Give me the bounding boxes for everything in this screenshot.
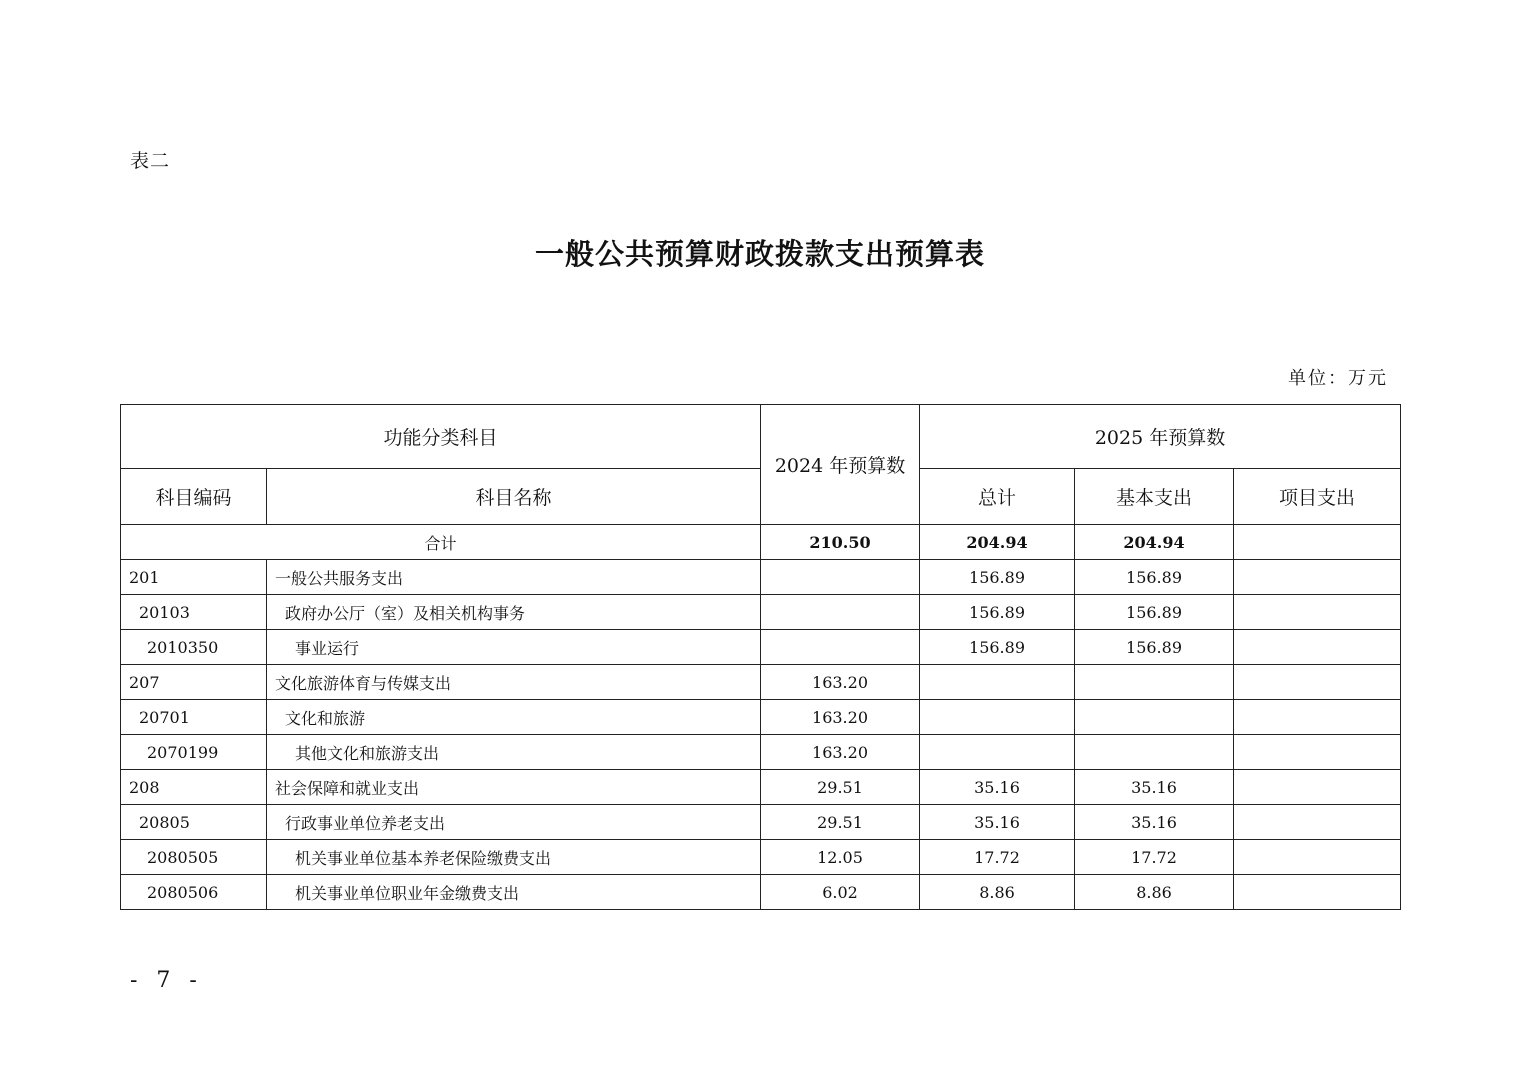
table-label: 表二 (130, 150, 171, 172)
row-code: 207 (121, 665, 267, 700)
row-b2024 (761, 595, 920, 630)
row-basic: 156.89 (1075, 595, 1234, 630)
header-basic: 基本支出 (1075, 469, 1234, 525)
row-basic: 8.86 (1075, 875, 1234, 910)
row-code: 20701 (121, 700, 267, 735)
row-total: 35.16 (920, 805, 1075, 840)
row-b2024 (761, 560, 920, 595)
row-total: 35.16 (920, 770, 1075, 805)
row-total (920, 665, 1075, 700)
budget-table (120, 404, 1401, 910)
row-b2024: 12.05 (761, 840, 920, 875)
row-project (1234, 560, 1401, 595)
header-name: 科目名称 (267, 469, 761, 525)
table-row (121, 630, 1401, 665)
row-project (1234, 595, 1401, 630)
row-b2024: 163.20 (761, 735, 920, 770)
header-budget-2025: 2025 年预算数 (920, 405, 1401, 469)
row-project (1234, 875, 1401, 910)
row-code: 20103 (121, 595, 267, 630)
row-name: 一般公共服务支出 (267, 560, 761, 595)
row-name: 机关事业单位职业年金缴费支出 (267, 875, 761, 910)
row-name: 政府办公厅（室）及相关机构事务 (267, 595, 761, 630)
table-row (121, 665, 1401, 700)
header-total: 总计 (920, 469, 1075, 525)
row-name: 事业运行 (267, 630, 761, 665)
row-b2024: 6.02 (761, 875, 920, 910)
unit-label: 单位：万元 (1288, 368, 1388, 389)
row-name: 社会保障和就业支出 (267, 770, 761, 805)
row-total: 17.72 (920, 840, 1075, 875)
row-name: 其他文化和旅游支出 (267, 735, 761, 770)
row-project (1234, 700, 1401, 735)
row-code: 2080506 (121, 875, 267, 910)
row-project (1234, 770, 1401, 805)
header-budget-2024: 2024 年预算数 (761, 405, 920, 525)
row-basic (1075, 665, 1234, 700)
row-total: 156.89 (920, 630, 1075, 665)
row-name: 行政事业单位养老支出 (267, 805, 761, 840)
row-basic: 35.16 (1075, 770, 1234, 805)
row-b2024 (761, 630, 920, 665)
total-row (121, 525, 1401, 560)
page-number: - 7 - (130, 968, 203, 993)
table-row (121, 805, 1401, 840)
row-project (1234, 665, 1401, 700)
row-name: 机关事业单位基本养老保险缴费支出 (267, 840, 761, 875)
row-project (1234, 840, 1401, 875)
row-code: 2080505 (121, 840, 267, 875)
total-label: 合计 (121, 525, 761, 560)
row-code: 208 (121, 770, 267, 805)
total-project (1234, 525, 1401, 560)
total-total: 204.94 (920, 525, 1075, 560)
row-basic: 156.89 (1075, 630, 1234, 665)
row-basic (1075, 700, 1234, 735)
row-basic: 156.89 (1075, 560, 1234, 595)
row-b2024: 163.20 (761, 665, 920, 700)
row-b2024: 163.20 (761, 700, 920, 735)
row-project (1234, 735, 1401, 770)
row-total: 156.89 (920, 560, 1075, 595)
row-total (920, 735, 1075, 770)
row-b2024: 29.51 (761, 805, 920, 840)
row-total: 156.89 (920, 595, 1075, 630)
table-row (121, 875, 1401, 910)
row-project (1234, 630, 1401, 665)
row-code: 20805 (121, 805, 267, 840)
total-basic: 204.94 (1075, 525, 1234, 560)
row-total (920, 700, 1075, 735)
table-row (121, 560, 1401, 595)
row-code: 201 (121, 560, 267, 595)
table-row (121, 700, 1401, 735)
header-code: 科目编码 (121, 469, 267, 525)
row-code: 2010350 (121, 630, 267, 665)
row-b2024: 29.51 (761, 770, 920, 805)
header-func-class: 功能分类科目 (121, 405, 761, 469)
row-basic: 35.16 (1075, 805, 1234, 840)
table-row (121, 595, 1401, 630)
row-basic: 17.72 (1075, 840, 1234, 875)
row-total: 8.86 (920, 875, 1075, 910)
table-row (121, 840, 1401, 875)
row-basic (1075, 735, 1234, 770)
row-name: 文化和旅游 (267, 700, 761, 735)
table-row (121, 770, 1401, 805)
row-project (1234, 805, 1401, 840)
row-code: 2070199 (121, 735, 267, 770)
row-name: 文化旅游体育与传媒支出 (267, 665, 761, 700)
table-row (121, 735, 1401, 770)
page-title: 一般公共预算财政拨款支出预算表 (534, 237, 985, 271)
total-b2024: 210.50 (761, 525, 920, 560)
header-project: 项目支出 (1234, 469, 1401, 525)
